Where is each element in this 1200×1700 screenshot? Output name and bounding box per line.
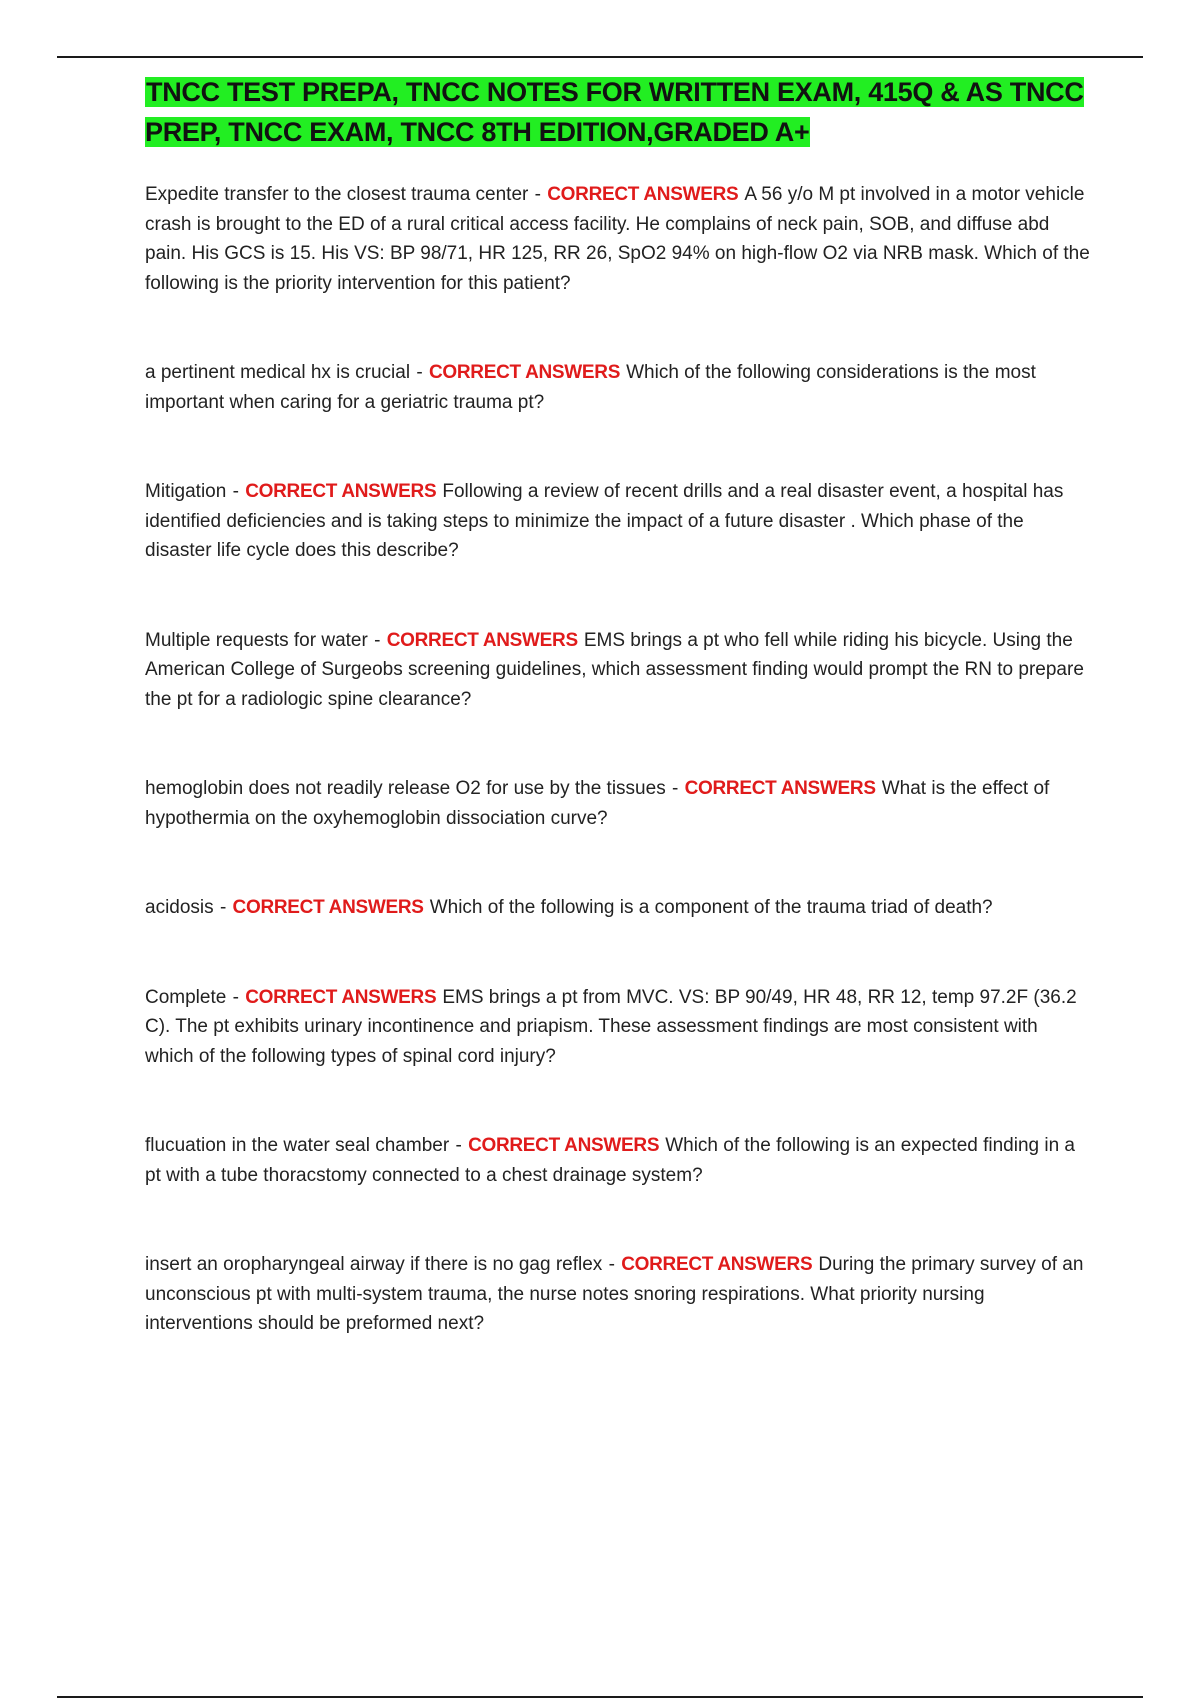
separator: - [608, 1254, 615, 1275]
correct-answers-label: CORRECT ANSWERS [386, 629, 578, 651]
correct-answers-label: CORRECT ANSWERS [468, 1135, 660, 1156]
qa-item [145, 983, 1090, 1072]
correct-answers-label: CORRECT ANSWERS [684, 778, 876, 799]
correct-answers-label: CORRECT ANSWERS [245, 481, 437, 502]
answer-text: Complete [145, 986, 227, 1008]
qa-list [145, 180, 1090, 1339]
qa-item [145, 626, 1090, 715]
correct-answers-label: CORRECT ANSWERS [232, 897, 424, 918]
question-text: During the primary survey of an unconscious pt with multi-system trauma, the nurse notes snoring respirations. What priority nursing interventions should be preformed next? [145, 1254, 1084, 1334]
bottom-divider [57, 1696, 1143, 1698]
correct-answers-label: CORRECT ANSWERS [428, 362, 621, 383]
question-text: What is the effect of hypothermia on the oxyhemoglobin dissociation curve? [145, 778, 1050, 829]
question-text: A 56 y/o M pt involved in a motor vehicle crash is brought to the ED of a rural critical access facility. He complains of neck pain, SOB, and diffuse abd pain. His GCS is 15. His VS: BP 98/71, HR 125, RR 26, SpO2 94% on high-flow O2 via NRB mask. Which of the following is the priority intervention for this patient? [145, 184, 1090, 294]
separator: - [416, 362, 423, 383]
document-title [145, 72, 1090, 152]
question-text: Which of the following is an expected finding in a pt with a tube thoracstomy connected to a chest drainage system? [145, 1135, 1076, 1186]
separator: - [374, 629, 381, 651]
separator: - [232, 986, 239, 1008]
title-highlight: TNCC TEST PREPA, TNCC NOTES FOR WRITTEN EXAM, 415Q & AS TNCC PREP, TNCC EXAM, TNCC 8TH EDITION,GRADED A+ [145, 77, 1084, 147]
answer-text: Mitigation [145, 481, 227, 502]
qa-item [145, 477, 1090, 566]
question-text: Which of the following considerations is the most important when caring for a geriatric trauma pt? [145, 362, 1036, 413]
correct-answers-label: CORRECT ANSWERS [245, 986, 437, 1008]
question-text: Which of the following is a component of the trauma triad of death? [429, 897, 993, 918]
question-text: EMS brings a pt who fell while riding his bicycle. Using the American College of Surgeobs screening guidelines, which assessment finding would prompt the RN to prepare the pt for a radiologic spine clearance? [145, 629, 1084, 710]
top-divider [57, 56, 1143, 58]
answer-text: a pertinent medical hx is crucial [145, 362, 411, 383]
document-body [145, 72, 1090, 1339]
qa-item [145, 1250, 1090, 1339]
answer-text: insert an oropharyngeal airway if there is no gag reflex [145, 1254, 603, 1275]
separator: - [219, 897, 227, 918]
separator: - [232, 481, 239, 502]
qa-item [145, 180, 1090, 298]
answer-text: Multiple requests for water [145, 629, 368, 651]
separator: - [455, 1135, 462, 1156]
separator: - [534, 184, 541, 205]
answer-text: acidosis [145, 897, 214, 918]
answer-text: hemoglobin does not readily release O2 for use by the tissues [145, 778, 666, 799]
answer-text: flucuation in the water seal chamber [145, 1135, 450, 1156]
answer-text: Expedite transfer to the closest trauma center [145, 184, 529, 205]
qa-item [145, 774, 1090, 833]
qa-item [145, 1131, 1090, 1190]
question-text: EMS brings a pt from MVC. VS: BP 90/49, HR 48, RR 12, temp 97.2F (36.2 C). The pt exhibits urinary incontinence and priapism. These assessment findings are most consistent with which of the following types of spinal cord injury? [145, 986, 1077, 1067]
question-text: Following a review of recent drills and a real disaster event, a hospital has identified deficiencies and is taking steps to minimize the impact of a future disaster . Which phase of the disaster life cycle does this describe? [145, 481, 1064, 561]
qa-item [145, 358, 1090, 417]
correct-answers-label: CORRECT ANSWERS [621, 1254, 813, 1275]
correct-answers-label: CORRECT ANSWERS [547, 184, 739, 205]
qa-item [145, 893, 1090, 923]
separator: - [671, 778, 679, 799]
